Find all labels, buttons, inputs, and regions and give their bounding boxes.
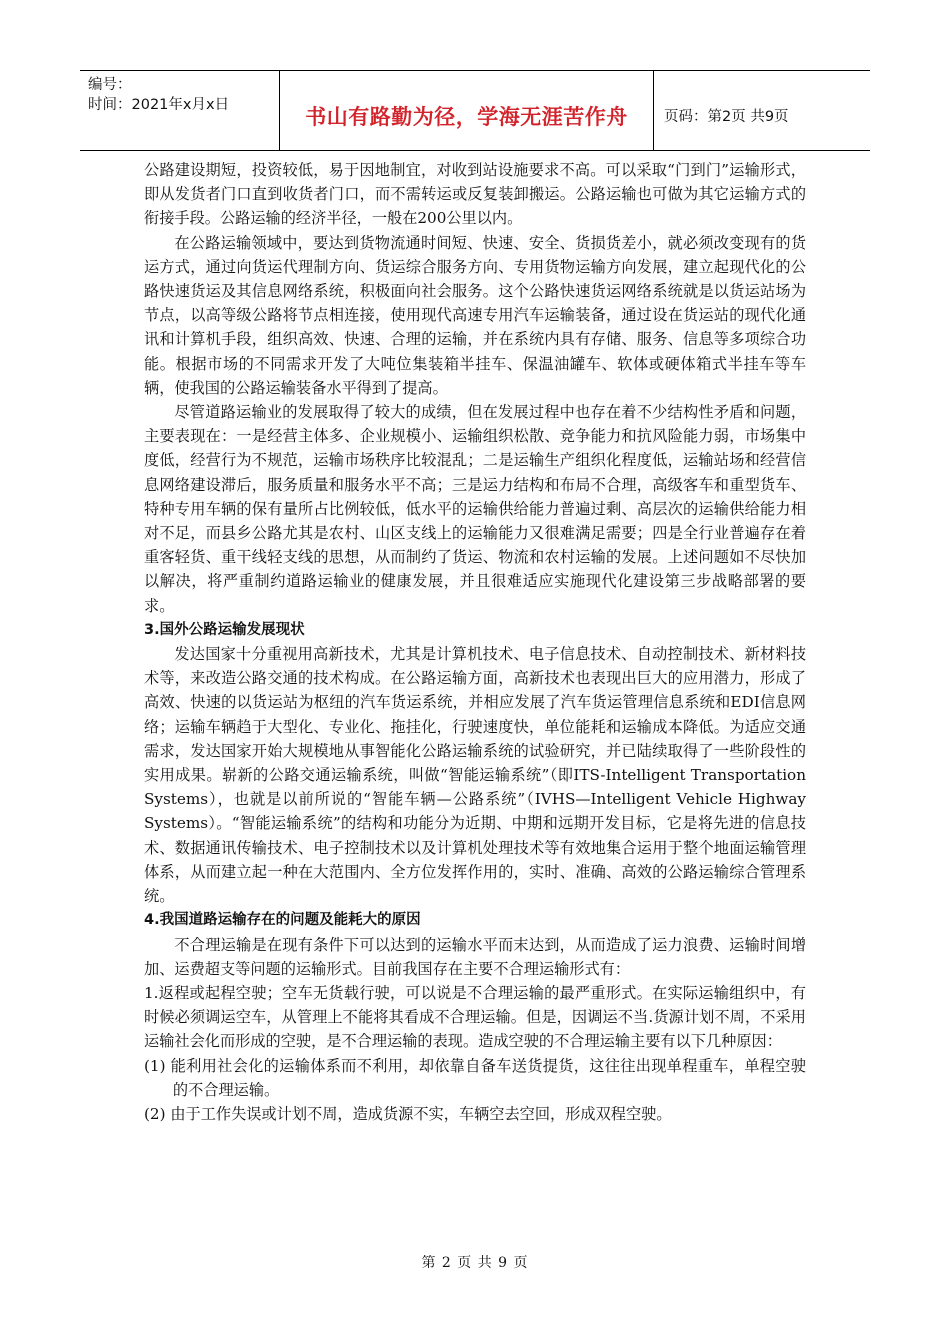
header-meta bbox=[80, 71, 280, 150]
page-header bbox=[80, 70, 870, 151]
body-paragraph: 不合理运输是在现有条件下可以达到的运输水平而末达到，从而造成了运力浪费、运输时间增加、运费超支等问题的运输形式。目前我国存在主要不合理运输形式有： bbox=[144, 935, 806, 978]
document-body bbox=[144, 158, 806, 1126]
document-number-label: 编号： bbox=[88, 77, 132, 93]
section-heading: 4.我国道路运输存在的问题及能耗大的原因 bbox=[144, 912, 421, 929]
list-item: (1) 能利用社会化的运输体系而不利用，却依靠自备车送货提货，这往往出现单程重车，单程空驶的不合理运输。 bbox=[144, 1056, 806, 1099]
body-paragraph: 1.返程或起程空驶；空车无货载行驶，可以说是不合理运输的最严重形式。在实际运输组织中，有时候必须调运空车，从管理上不能将其看成不合理运输。但是，因调运不当.货源计划不周，不采用运输社会化而形成的空驶，是不合理运输的表现。造成空驶的不合理运输主要有以下几种原因： bbox=[144, 983, 806, 1051]
body-paragraph: 发达国家十分重视用高新技术，尤其是计算机技术、电子信息技术、自动控制技术、新材料技术等，来改造公路交通的技术构成。在公路运输方面，高新技术也表现出巨大的应用潜力，形成了高效、快速的以货运站为枢纽的汽车货运系统，并相应发展了汽车货运管理信息系统和EDI信息网络；运输车辆趋于大型化、专业化、拖挂化，行驶速度快，单位能耗和运输成本降低。为适应交通需求，发达国家开始大规模地从事智能化公路运输系统的试验研究，并已陆续取得了一些阶段性的实用成果。崭新的公路交通运输系统，叫做“智能运输系统”（即ITS-Intelligent Transportation Systems），也就是以前所说的“智能车辆—公路系统”（IVHS—Intelligent Vehicle Highway Systems）。“智能运输系统”的结构和功能分为近期、中期和远期开发目标，它是将先进的信息技术、数据通讯传输技术、电子控制技术以及计算机处理技术等有效地集合运用于整个地面运输管理体系，从而建立起一种在大范围内、全方位发挥作用的，实时、准确、高效的公路运输综合管理系统。 bbox=[144, 645, 806, 906]
header-page-info: 页码：第2页 共9页 bbox=[664, 109, 789, 125]
header-motto: 书山有路勤为径，学海无涯苦作舟 bbox=[280, 71, 654, 150]
list-item: (2) 由于工作失误或计划不周，造成货源不实，车辆空去空回，形成双程空驶。 bbox=[144, 1104, 672, 1123]
section-heading: 3.国外公路运输发展现状 bbox=[144, 621, 305, 638]
body-paragraph: 在公路运输领域中，要达到货物流通时间短、快速、安全、货损货差小，就必须改变现有的货运方式，通过向货运代理制方向、货运综合服务方向、专用货物运输方向发展，建立起现代化的公路快速货运及其信息网络系统，积极面向社会服务。这个公路快速货运网络系统就是以货运站场为节点，以高等级公路将节点相连接，使用现代高速专用汽车运输装备，通过设在货运站的现代化通讯和计算机手段，组织高效、快速、合理的运输，并在系统内具有存储、服务、信息等多项综合功能。根据市场的不同需求开发了大吨位集装箱半挂车、保温油罐车、软体或硬体箱式半挂车等车辆，使我国的公路运输装备水平得到了提高。 bbox=[144, 233, 806, 397]
body-paragraph: 尽管道路运输业的发展取得了较大的成绩，但在发展过程中也存在着不少结构性矛盾和问题，主要表现在：一是经营主体多、企业规模小、运输组织松散、竞争能力和抗风险能力弱，市场集中度低，经营行为不规范，运输市场秩序比较混乱；二是运输生产组织化程度低，运输站场和经营信息网络建设滞后，服务质量和服务水平不高；三是运力结构和布局不合理，高级客车和重型货车、特种专用车辆的保有量所占比例较低，低水平的运输供给能力普遍过剩、高层次的运输供给能力相对不足，而县乡公路尤其是农村、山区支线上的运输能力又很难满足需要；四是全行业普遍存在着重客轻货、重干线轻支线的思想，从而制约了货运、物流和农村运输的发展。上述问题如不尽快加以解决，将严重制约道路运输业的健康发展，并且很难适应实施现代化建设第三步战略部署的要求。 bbox=[144, 403, 806, 615]
body-paragraph: 公路建设期短，投资较低，易于因地制宜，对收到站设施要求不高。可以采取“门到门”运输形式，即从发货者门口直到收货者门口，而不需转运或反复装卸搬运。公路运输也可做为其它运输方式的衔接手段。公路运输的经济半径，一般在200公里以内。 bbox=[144, 161, 806, 228]
page-footer: 第 2 页 共 9 页 bbox=[421, 1255, 529, 1271]
document-date: 时间：2021年x月x日 bbox=[88, 97, 230, 113]
